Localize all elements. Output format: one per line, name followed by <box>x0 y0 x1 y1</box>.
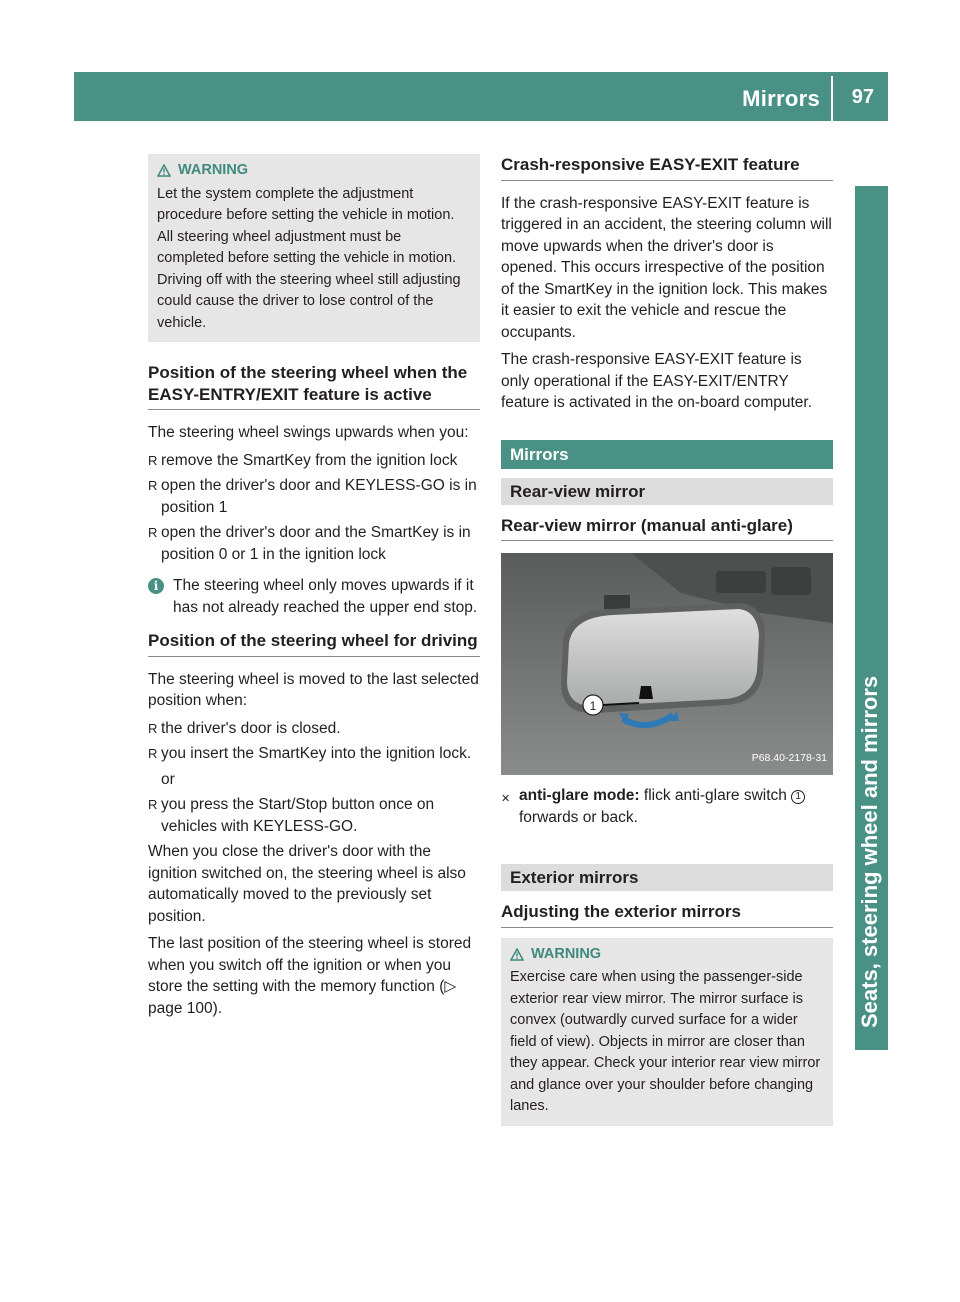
driving-intro: The steering wheel is moved to the last selected position when: <box>148 670 479 709</box>
page-header <box>74 72 888 121</box>
warning-triangle-icon <box>157 164 171 177</box>
warning-box <box>148 154 480 342</box>
svg-text:1: 1 <box>589 699 597 713</box>
list-item: R you press the Start/Stop button once on vehicles with KEYLESS-GO. <box>148 794 480 837</box>
warning-text: Let the system complete the adjustment procedure before setting the vehicle in motion. All steering wheel adjustment must be completed before setting the vehicle in motion. Driving off with the steering wheel still adjusting could cause the driver to lose control of the vehicle. <box>157 185 461 331</box>
page-title: Mirrors <box>742 86 820 111</box>
figure-code: P68.40-2178-31 <box>751 751 827 764</box>
right-column <box>501 154 833 1126</box>
list-item: R open the driver's door and the SmartKey is in position 0 or 1 in the ignition lock <box>148 522 480 565</box>
driving-para2: The last position of the steering wheel is stored when you switch off the ignition or when you store the setting with the memory function (▷ page 100). <box>148 935 472 1017</box>
chapter-tab-label: Seats, steering wheel and mirrors <box>857 675 882 1028</box>
list-item: R you insert the SmartKey into the ignition lock. <box>148 743 480 765</box>
list-item: R open the driver's door and KEYLESS-GO is in position 1 <box>148 475 480 518</box>
info-note <box>148 575 480 618</box>
rearview-subsection-bar: Rear-view mirror <box>501 478 833 505</box>
info-icon: i <box>148 578 164 594</box>
rearview-mirror-figure <box>501 553 833 775</box>
warning-triangle-icon <box>510 948 524 961</box>
list-item: R the driver's door is closed. <box>148 718 480 740</box>
rearview-mirror-illustration <box>501 553 833 775</box>
warning-heading-text: WARNING <box>531 945 602 962</box>
crash-para1: If the crash-responsive EASY-EXIT feature is triggered in an accident, the steering column will move upwards when the driver's door is opened. This occurs irrespective of the position of the SmartKey in the ignition lock. This makes it easier to exit the vehicle and rescue the occupants. <box>501 194 832 341</box>
instruction-step <box>501 785 833 828</box>
step-label: anti-glare mode: <box>519 787 640 804</box>
warning-heading <box>157 160 470 182</box>
warning-heading <box>510 944 823 966</box>
step-arrow-icon: ✕ <box>501 793 511 805</box>
rearview-heading: Rear-view mirror (manual anti-glare) <box>501 515 833 542</box>
info-note-text: The steering wheel only moves upwards if it has not already reached the upper end stop. <box>173 577 478 616</box>
easy-entry-heading: Position of the steering wheel when the EASY-ENTRY/EXIT feature is active <box>148 362 480 410</box>
warning-text: Exercise care when using the passenger-side exterior rear view mirror. The mirror surface is convex (outwardly curved surface for a wider field of view). Objects in mirror are closer than they appear. Check your interior rear view mirror and glance over your shoulder before changing lanes. <box>510 969 821 1114</box>
page-number: 97 <box>851 86 874 108</box>
list-item: R remove the SmartKey from the ignition lock <box>148 450 480 472</box>
warning-box <box>501 938 833 1126</box>
callout-number: 1 <box>791 790 805 804</box>
step-text-b: forwards or back. <box>519 808 638 826</box>
mirrors-section-bar: Mirrors <box>501 440 833 469</box>
exterior-subsection-bar: Exterior mirrors <box>501 864 833 891</box>
step-text-a: flick anti-glare switch <box>643 787 787 804</box>
crash-para2: The crash-responsive EASY-EXIT feature is only operational if the EASY-EXIT/ENTRY feature is activated in the on-board computer. <box>501 351 813 411</box>
warning-heading-text: WARNING <box>178 162 249 178</box>
header-divider <box>831 76 833 121</box>
adjusting-heading: Adjusting the exterior mirrors <box>501 901 833 928</box>
easy-entry-intro: The steering wheel swings upwards when you: <box>148 424 469 441</box>
driving-para1: When you close the driver's door with the ignition switched on, the steering wheel is also automatically moved to the previously set position. <box>148 843 466 925</box>
or-text: or <box>161 770 175 788</box>
left-column <box>148 154 480 1025</box>
driving-heading: Position of the steering wheel for driving <box>148 630 480 657</box>
crash-heading: Crash-responsive EASY-EXIT feature <box>501 154 833 181</box>
